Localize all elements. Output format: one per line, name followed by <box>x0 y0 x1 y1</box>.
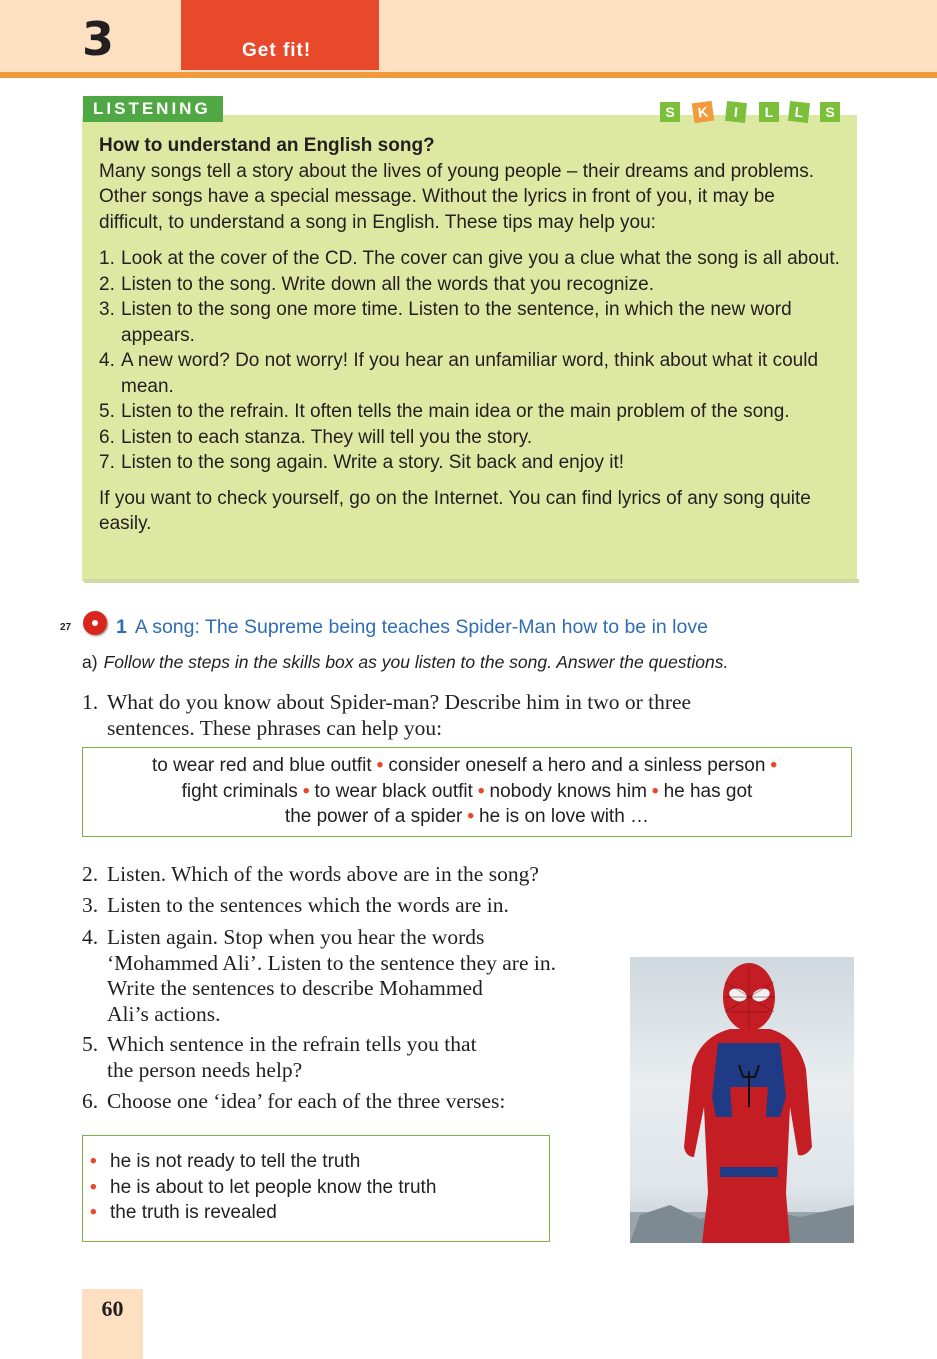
skills-intro: Many songs tell a story about the lives of young people – their dreams and problems. Other songs have a special message. Without the lyrics in front of you, it may be difficult, to understand a song in English. These tips may help you: <box>99 160 815 233</box>
tips-list <box>99 246 844 476</box>
question-line: sentences. These phrases can help you: <box>107 715 443 740</box>
header-divider <box>0 72 937 78</box>
tip-text: Listen to the song. Write down all the words that you recognize. <box>121 273 655 295</box>
idea-text: he is about to let people know the truth <box>110 1176 437 1198</box>
tip-number: 3. <box>99 299 115 320</box>
tip-text: Look at the cover of the CD. The cover can give you a clue what the song is all about. <box>121 248 840 269</box>
tip-number: 1. <box>99 248 115 269</box>
skills-text <box>99 133 844 537</box>
exercise-number: 1 <box>116 616 127 638</box>
question-item <box>82 893 682 919</box>
instruction-label: a) <box>82 652 98 672</box>
tip-text: A new word? Do not worry! If you hear an unfamiliar word, think about what it could mean. <box>121 350 819 397</box>
question-item <box>82 925 622 1029</box>
skills-logo-letter: K <box>692 101 715 124</box>
skills-logo-letter: S <box>820 102 840 122</box>
question-item <box>82 1089 622 1115</box>
question-number: 5. <box>82 1032 99 1056</box>
question-line: What do you know about Spider-man? Describe him in two or three <box>107 690 692 714</box>
idea-item <box>90 1175 549 1201</box>
tip-item <box>99 399 844 425</box>
question-text: Listen. Which of the words above are in the song? <box>107 862 539 886</box>
bullet: • <box>90 1202 97 1223</box>
question-text <box>107 925 556 1027</box>
instruction <box>82 652 728 673</box>
phrase-separator: • <box>770 755 778 776</box>
question-line: ‘Mohammed Ali’. Listen to the sentence they are in. <box>107 950 556 975</box>
phrase-separator: • <box>477 780 485 802</box>
phrase-separator: • <box>302 780 310 802</box>
tip-text: Listen to each stanza. They will tell you the story. <box>121 426 533 448</box>
spiderman-illustration <box>630 957 854 1243</box>
question-item <box>82 690 842 742</box>
question-number: 6. <box>82 1089 99 1113</box>
skills-logo-letter: I <box>725 101 747 123</box>
track-number: 27 <box>60 622 72 633</box>
cd-audio-icon[interactable] <box>83 611 107 635</box>
unit-number: 3 <box>82 12 115 66</box>
phrase-separator: • <box>376 755 384 776</box>
question-line: the person needs help? <box>107 1057 303 1082</box>
tip-item <box>99 246 844 272</box>
tip-item <box>99 297 844 348</box>
phrase-separator: • <box>467 806 475 827</box>
question-number: 2. <box>82 862 99 886</box>
tip-number: 7. <box>99 452 115 473</box>
exercise-title-text: A song: The Supreme being teaches Spider-Man how to be in love <box>134 616 708 638</box>
tip-text: Listen to the song again. Write a story. Sit back and enjoy it! <box>121 452 625 473</box>
skills-logo-letter: L <box>788 101 810 123</box>
question-line: Which sentence in the refrain tells you that <box>107 1032 477 1056</box>
idea-item <box>90 1149 549 1175</box>
idea-text: the truth is revealed <box>110 1202 277 1223</box>
tip-text: Listen to the song one more time. Listen to the sentence, in which the new word appears. <box>121 299 792 346</box>
skills-logo-letter: L <box>759 102 779 122</box>
exercise-title <box>116 616 708 639</box>
question-number: 1. <box>82 690 99 714</box>
idea-text: he is not ready to tell the truth <box>110 1151 361 1172</box>
phrase: to wear black outfit <box>314 780 473 802</box>
tip-number: 6. <box>99 426 115 448</box>
phrase-box <box>82 747 852 837</box>
bullet: • <box>90 1151 97 1172</box>
tip-item <box>99 348 844 399</box>
bullet: • <box>90 1176 97 1198</box>
phrase: to wear red and blue outfit <box>151 755 372 776</box>
phrase: nobody knows him <box>489 780 647 802</box>
question-line: Ali’s actions. <box>107 1001 221 1026</box>
question-number: 3. <box>82 893 99 917</box>
question-text <box>107 1032 477 1083</box>
question-item <box>82 1032 622 1084</box>
tip-number: 2. <box>99 273 115 295</box>
idea-box <box>82 1135 550 1242</box>
phrase: he has got <box>663 780 753 802</box>
phrase: he is on love with … <box>479 806 650 827</box>
tip-item <box>99 425 844 451</box>
instruction-text: Follow the steps in the skills box as you listen to the song. Answer the questions. <box>103 652 729 672</box>
header-band <box>0 0 937 72</box>
phrase: consider oneself a hero and a sinless person <box>388 755 766 776</box>
idea-item <box>90 1200 549 1226</box>
tip-number: 4. <box>99 350 115 371</box>
tip-item <box>99 272 844 298</box>
question-text: Choose one ‘idea’ for each of the three verses: <box>107 1089 506 1113</box>
skills-outro: If you want to check yourself, go on the Internet. You can find lyrics of any song quite easily. <box>99 487 811 534</box>
listening-tag: LISTENING <box>83 96 223 122</box>
skills-box-shadow <box>84 579 859 583</box>
skills-heading: How to understand an English song? <box>99 135 435 156</box>
question-item <box>82 862 682 888</box>
question-text <box>107 690 691 741</box>
tip-item <box>99 450 844 476</box>
unit-title: Get fit! <box>242 40 312 61</box>
question-text: Listen to the sentences which the words are in. <box>107 893 509 917</box>
phrase: the power of a spider <box>284 806 463 827</box>
phrase-separator: • <box>651 780 659 802</box>
spiderman-photo <box>630 957 854 1243</box>
question-line: Listen again. Stop when you hear the words <box>107 925 485 949</box>
phrase: fight criminals <box>181 780 298 802</box>
tip-number: 5. <box>99 401 115 422</box>
question-number: 4. <box>82 925 99 949</box>
tip-text: Listen to the refrain. It often tells the main idea or the main problem of the song. <box>121 401 790 422</box>
question-line: Write the sentences to describe Mohammed <box>107 976 483 1000</box>
page-number: 60 <box>101 1296 124 1321</box>
skills-logo-letter: S <box>660 102 680 122</box>
